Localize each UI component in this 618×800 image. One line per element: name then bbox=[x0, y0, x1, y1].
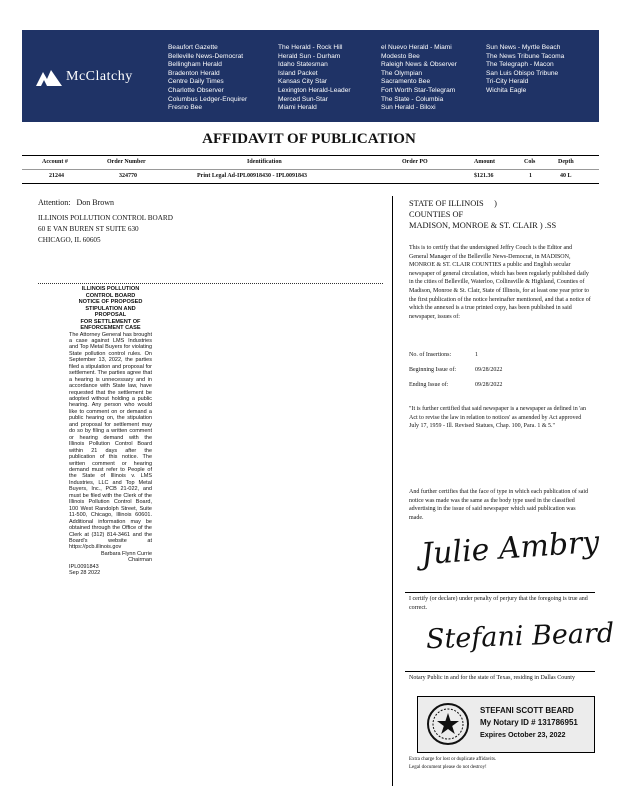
legal-notice-clipping bbox=[69, 286, 152, 577]
publication-name: Beaufort Gazette bbox=[168, 44, 218, 51]
notice-ref: IPL0091843 bbox=[69, 563, 99, 570]
masthead-banner bbox=[22, 30, 599, 122]
footnote-line: Extra charge for lost or duplicate affidavits. bbox=[409, 757, 497, 762]
publication-name: Sun News - Myrtle Beach bbox=[486, 44, 561, 51]
publication-list-3 bbox=[381, 44, 457, 113]
document-title: AFFIDAVIT OF PUBLICATION bbox=[202, 131, 416, 147]
certification-text: This is to certify that the undersigned Jeffry Couch is the Editor and General Manager of the Belleville News-Democrat, in MADISON, MONROE & ST. CLAIR COUNTIES a public and English secular newspaper of general circulation, which has been regularly published daily in the cities of Belleville, Waterloo, Collinsville & Highland, Counties of Madison, Monroe & St. Clair, State of Illinois, for at least one year prior to the first publication of the notice hereinafter mentioned, and that a notice of which the annexed is a true printed copy, has been published in said newspaper, issues of: bbox=[409, 245, 591, 320]
brand-name: McClatchy bbox=[66, 69, 133, 84]
venue-counties: COUNTIES OF bbox=[409, 210, 464, 219]
address-line: 60 E VAN BUREN ST SUITE 630 bbox=[38, 224, 139, 233]
attention-label: Attention: bbox=[38, 198, 71, 207]
publication-name: Idaho Statesman bbox=[278, 61, 328, 69]
attention-name: Don Brown bbox=[76, 198, 115, 207]
publication-name: Miami Herald bbox=[278, 104, 317, 112]
insertion-value: 09/28/2022 bbox=[475, 367, 503, 373]
publication-name: Herald Sun - Durham bbox=[278, 52, 341, 60]
publication-name: Tri-City Herald bbox=[486, 78, 529, 86]
footnote-line: Legal document please do not destroy! bbox=[409, 764, 487, 770]
publication-name: Sun Herald - Biloxi bbox=[381, 104, 436, 112]
cell-order-number: 324770 bbox=[119, 173, 137, 179]
footnote bbox=[409, 756, 591, 771]
publication-name: Fort Worth Star-Telegram bbox=[381, 86, 456, 94]
publication-name: Charlotte Observer bbox=[168, 86, 224, 94]
editor-signature: Julie Ambry bbox=[419, 524, 601, 573]
publication-name: Bellingham Herald bbox=[168, 61, 222, 69]
publication-name: Island Packet bbox=[278, 69, 318, 77]
cell-account: 21244 bbox=[49, 173, 64, 179]
mcclatchy-logo bbox=[36, 68, 133, 86]
address-line: ILLINOIS POLLUTION CONTROL BOARD bbox=[38, 214, 173, 222]
list-item bbox=[409, 348, 502, 363]
mailing-address bbox=[38, 213, 173, 245]
cell-identification: Print Legal Ad-IPL00918430 - IPL0091843 bbox=[197, 173, 308, 179]
signature-line bbox=[405, 671, 595, 672]
publication-list-4 bbox=[486, 44, 564, 96]
col-identification: Identification bbox=[247, 159, 282, 165]
publication-name: Fresno Bee bbox=[168, 104, 203, 112]
cell-depth: 40 L bbox=[560, 173, 572, 179]
publication-name: Lexington Herald-Leader bbox=[278, 86, 351, 94]
publication-list-2 bbox=[278, 44, 351, 113]
publication-name: The Telegraph - Macon bbox=[486, 61, 554, 69]
notice-heading-line: CONTROL BOARD bbox=[85, 292, 136, 299]
list-item bbox=[409, 378, 502, 393]
cell-amount: $121.36 bbox=[474, 173, 494, 179]
address-line: CHICAGO, IL 60605 bbox=[38, 235, 101, 244]
notary-signature: Stefani Beard bbox=[425, 617, 615, 656]
col-order-number: Order Number bbox=[107, 159, 146, 165]
insertion-label: No. of Insertions: bbox=[409, 352, 452, 358]
publication-name: Modesto Bee bbox=[381, 52, 420, 60]
notice-date: Sep 28 2022 bbox=[69, 570, 101, 577]
publication-name: Merced Sun-Star bbox=[278, 95, 328, 103]
notice-heading-line: STIPULATION AND PROPOSAL bbox=[85, 305, 136, 318]
order-table bbox=[22, 155, 599, 184]
notice-heading bbox=[69, 286, 152, 332]
col-depth: Depth bbox=[558, 159, 574, 165]
typeface-certification: And further certifies that the face of type in which each publication of said notice was made was the same as the body type used in the classified advertising in the issue of said newspaper which said publication was made. bbox=[409, 489, 589, 521]
publication-name: The State - Columbia bbox=[381, 95, 444, 103]
venue-block bbox=[409, 198, 556, 231]
publication-list-1 bbox=[168, 44, 247, 113]
publication-name: Wichita Eagle bbox=[486, 86, 527, 94]
venue-state: STATE OF ILLINOIS bbox=[409, 199, 484, 208]
insertion-value: 1 bbox=[475, 352, 478, 358]
notary-seal-icon bbox=[426, 702, 470, 746]
notary-statement: Notary Public in and for the state of Texas, residing in Dallas County bbox=[409, 675, 575, 681]
publication-name: The News Tribune Tacoma bbox=[486, 52, 565, 60]
stamp-text bbox=[480, 705, 578, 741]
publication-name: el Nuevo Herald - Miami bbox=[381, 44, 452, 51]
insertion-label: Ending Issue of: bbox=[409, 382, 449, 388]
notice-heading-line: ENFORCEMENT CASE bbox=[80, 325, 141, 331]
order-table-header bbox=[22, 156, 599, 170]
notice-heading-line: FOR SETTLEMENT OF bbox=[80, 318, 141, 325]
notary-stamp bbox=[417, 696, 595, 753]
publication-name: Raleigh News & Observer bbox=[381, 61, 457, 69]
publication-name: The Olympian bbox=[381, 69, 423, 77]
col-account: Account # bbox=[42, 159, 68, 165]
table-row bbox=[22, 170, 599, 183]
publication-name: Bradenton Herald bbox=[168, 69, 220, 77]
venue-ss: .SS bbox=[544, 221, 557, 230]
publication-name: Kansas City Star bbox=[278, 78, 328, 86]
notice-body: The Attorney General has brought a case against LMS Industries and Top Metal Buyers for violating State pollution control rules. On September 13, 2022, the parties filed a stipulation and proposal for settlement. The parties agree that a hearing is unnecessary and in accordance with State law, have requested that the settlement be adopted without holding a public hearing. Any person who would like to comment on or demand a public hearing on, the stipulation and proposal for settlement may do so by filing a written comment or hearing demand with the Illinois Pollution Control Board within 21 days after the publication of this notice. The written comment or hearing demand must refer to People of the State of Illinois v. LMS Industries, LLC and Top Metal Buyers, Inc., PCB 21-022, and must be filed with the Clerk of the Illinois Pollution Control Board, 100 West Randolph Street, Suite 11-500, Chicago, Illinois 60601. Additional information may be obtained through the Office of the Clerk at (312) 814-3461 and the Board's website at https://pcb.illinois.gov bbox=[69, 331, 152, 551]
stamp-name: STEFANI SCOTT BEARD bbox=[480, 706, 574, 715]
cell-cols: 1 bbox=[529, 173, 532, 179]
notice-signer: Barbara Flynn Currie bbox=[100, 550, 152, 557]
notice-signer-title: Chairman bbox=[128, 557, 152, 564]
signature-line bbox=[405, 592, 595, 593]
list-item bbox=[409, 363, 502, 378]
publication-name: Columbus Ledger-Enquirer bbox=[168, 95, 248, 103]
column-divider bbox=[392, 196, 393, 786]
stamp-id: My Notary ID # 131786951 bbox=[480, 718, 578, 727]
publication-name: The Herald - Rock Hill bbox=[278, 44, 343, 51]
publication-name: San Luis Obispo Tribune bbox=[486, 69, 559, 77]
venue-paren: ) bbox=[494, 199, 497, 208]
col-order-po: Order PO bbox=[402, 159, 428, 165]
venue-list: MADISON, MONROE & ST. CLAIR ) bbox=[409, 221, 543, 230]
perjury-statement: I certify (or declare) under penalty of perjury that the foregoing is true and correct. bbox=[409, 596, 588, 611]
insertion-value: 09/28/2022 bbox=[475, 382, 503, 388]
attention-line bbox=[38, 198, 114, 207]
col-amount: Amount bbox=[474, 159, 496, 165]
col-cols: Cols bbox=[524, 159, 536, 165]
publication-name: Belleville News-Democrat bbox=[168, 52, 244, 60]
stamp-expires: Expires October 23, 2022 bbox=[480, 730, 566, 739]
statute-quote: "It is further certified that said newspaper is a newspaper as defined in 'an Act to revise the law in relation to notices' as amended by Act approved July 17, 1959 - Ill. Revised Statues, Chap. 100, Para. 1 & 5." bbox=[409, 406, 586, 430]
notice-heading-line: NOTICE OF PROPOSED bbox=[78, 299, 143, 305]
publication-name: Centre Daily Times bbox=[168, 78, 224, 86]
insertion-details bbox=[409, 348, 502, 393]
notice-heading-line: ILLINOIS POLLUTION bbox=[81, 286, 140, 292]
mcclatchy-logo-icon bbox=[36, 68, 62, 86]
publication-name: Sacramento Bee bbox=[381, 78, 431, 86]
insertion-label: Beginning Issue of: bbox=[409, 367, 456, 373]
divider bbox=[38, 283, 383, 284]
